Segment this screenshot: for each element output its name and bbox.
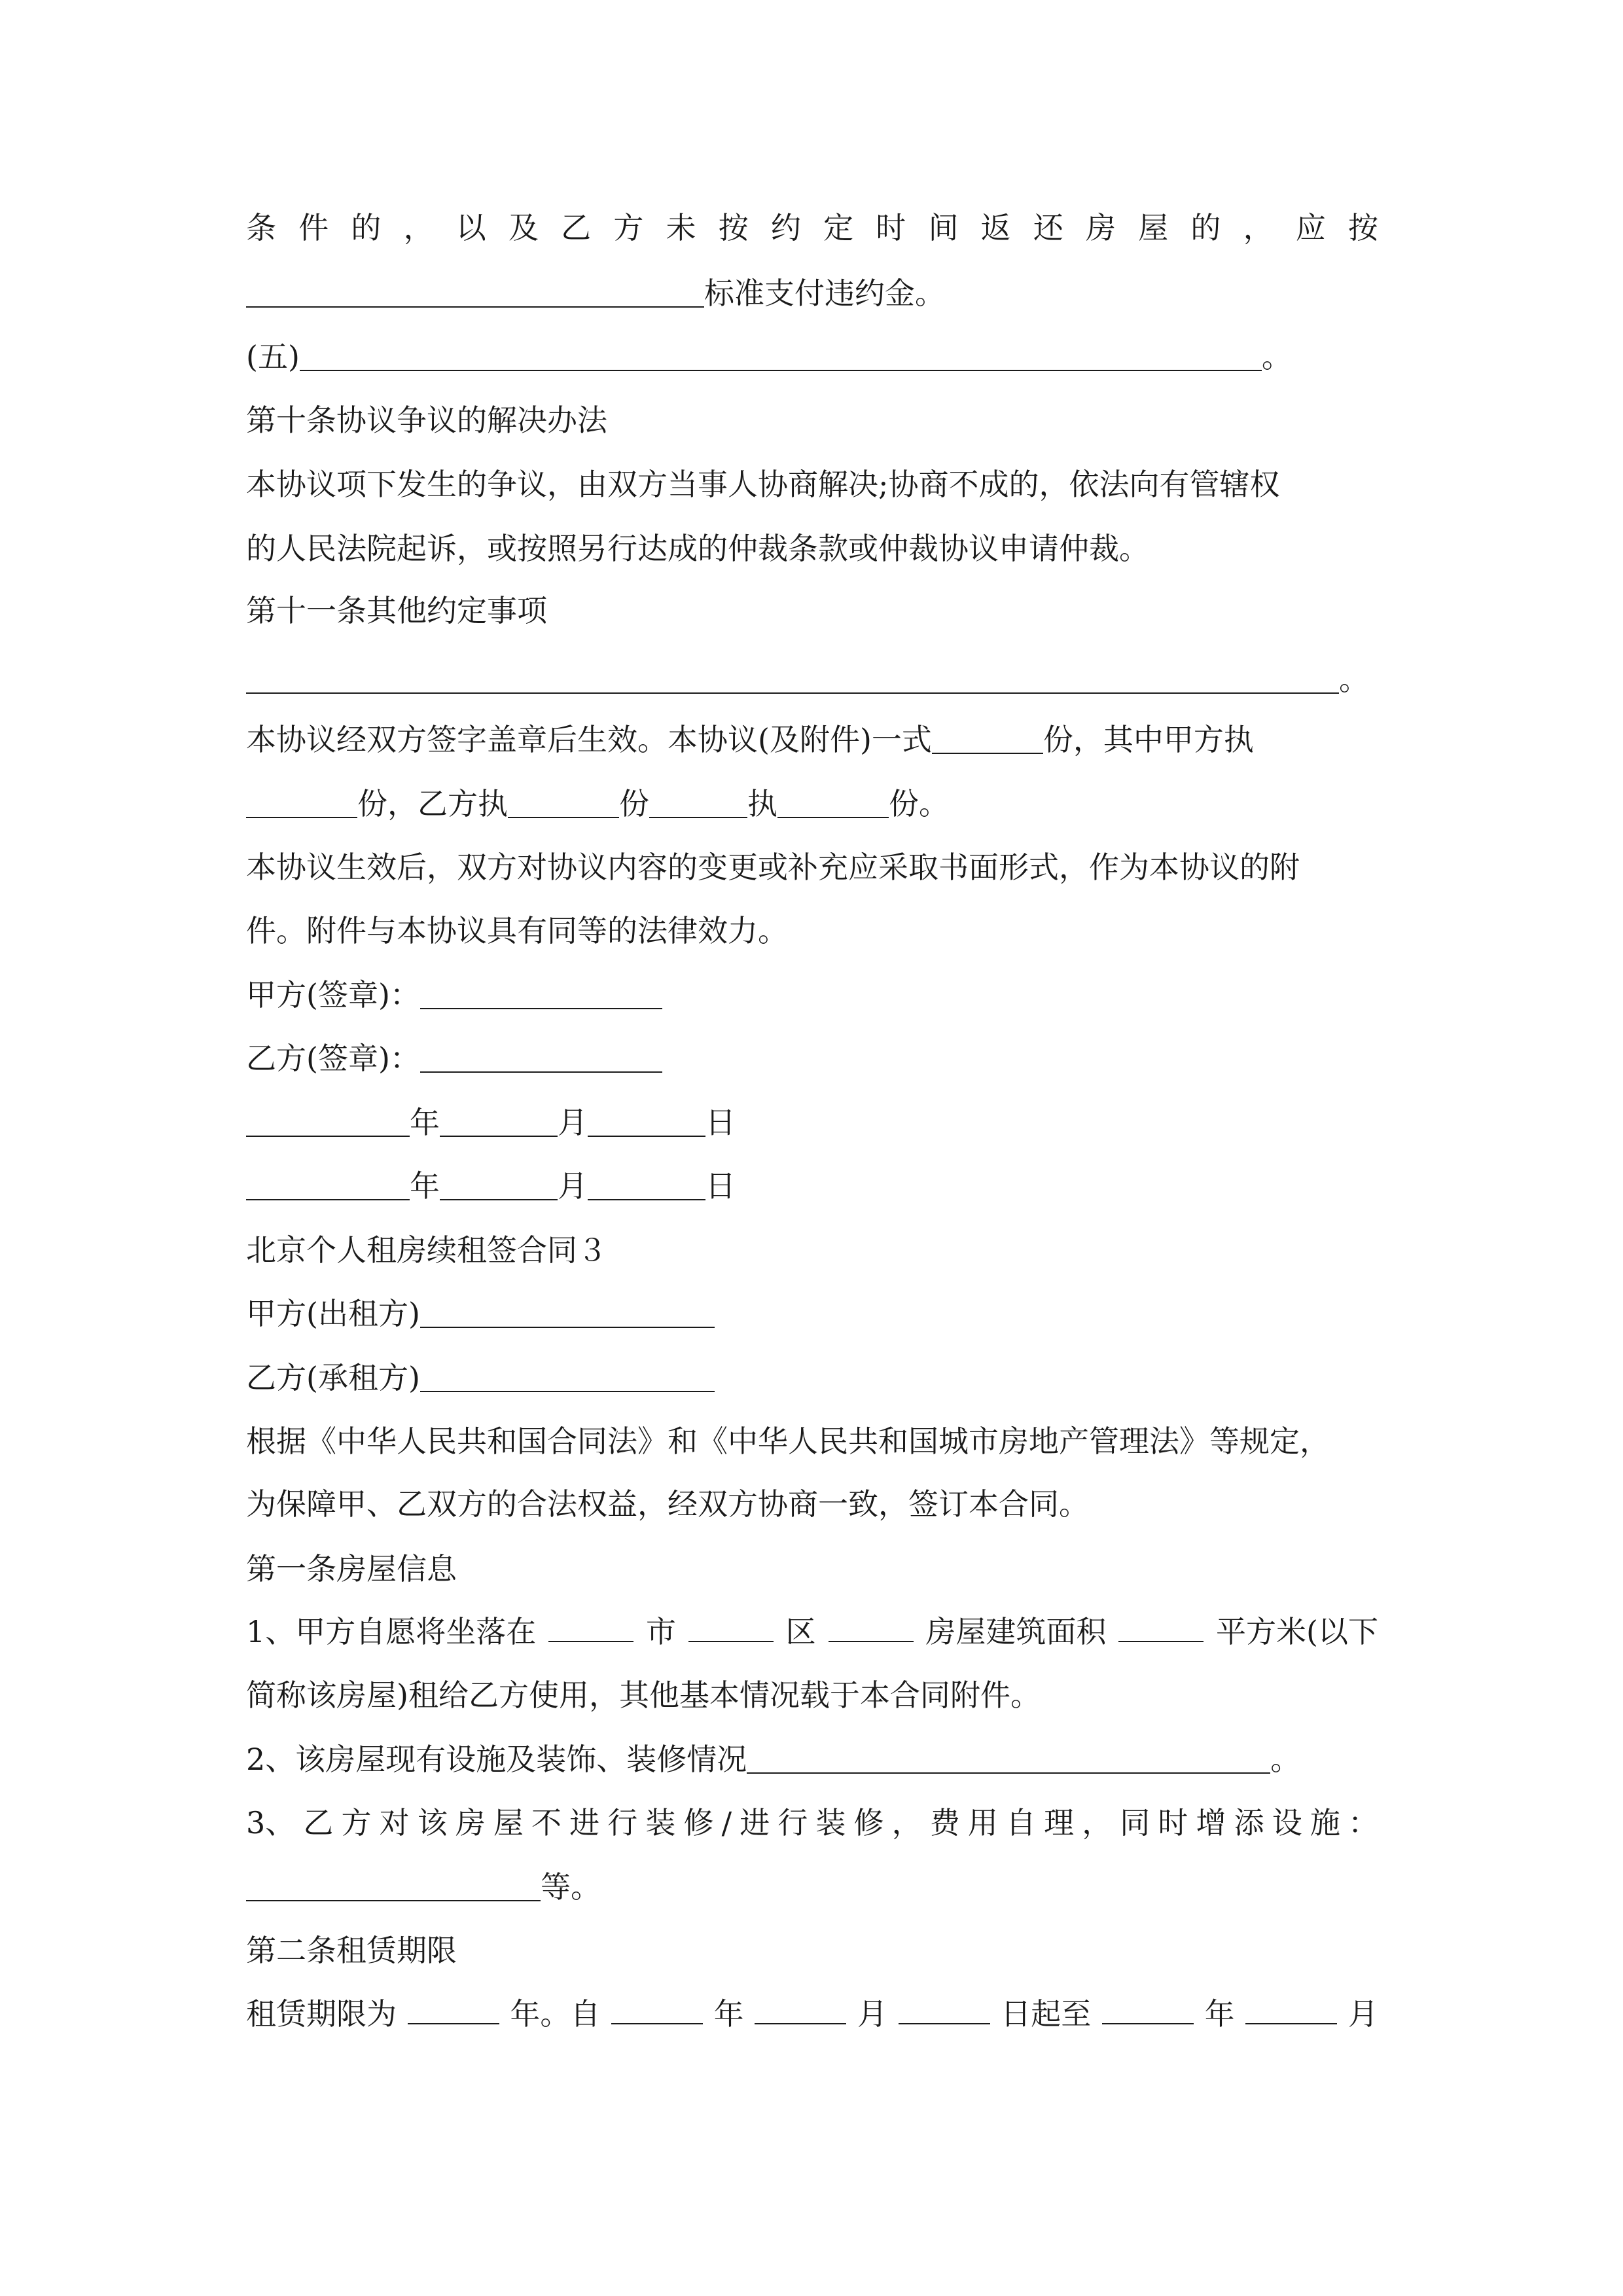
blank-field[interactable]: [932, 724, 1043, 754]
clause-char: 乙: [561, 210, 592, 245]
lessee-label: 乙方(承租方): [246, 1360, 420, 1395]
clause-char: 房: [1086, 210, 1116, 245]
clause-char: 还: [1033, 210, 1063, 245]
item-char: 费: [929, 1805, 960, 1840]
signature-field[interactable]: [420, 1043, 662, 1073]
day-field[interactable]: [588, 1107, 705, 1137]
item-char: ：: [1347, 1805, 1378, 1840]
item-char: 不: [531, 1805, 562, 1840]
article-1-title: 第一条房屋信息: [246, 1551, 457, 1587]
item-char: 添: [1234, 1805, 1264, 1840]
clause-char: 时: [876, 210, 906, 245]
month-field[interactable]: [440, 1170, 558, 1200]
lessor-field[interactable]: [420, 1298, 715, 1328]
date-line-1: [246, 1103, 736, 1142]
item-char: 行: [777, 1805, 808, 1840]
city-field[interactable]: [548, 1612, 633, 1642]
item-char: 修: [853, 1805, 884, 1840]
day-label: 日: [705, 1168, 736, 1204]
item-char: 修: [683, 1805, 714, 1840]
item-char: 进: [569, 1805, 600, 1840]
article-1-item-3: [246, 1803, 1378, 1842]
month-label: 月: [558, 1168, 588, 1204]
start-day-field[interactable]: [899, 1994, 990, 2024]
item-char: 同: [1120, 1805, 1150, 1840]
blank-field[interactable]: [300, 341, 1262, 371]
article-1-item-1-cont: 简称该房屋)租给乙方使用，其他基本情况载于本合同附件。: [246, 1677, 1041, 1713]
item-char: /: [721, 1805, 732, 1840]
clause-char: ，: [1243, 210, 1274, 245]
clause-char: 屋: [1138, 210, 1169, 245]
article-2-title: 第二条租赁期限: [246, 1933, 457, 1968]
article-11-blank-line: [246, 660, 1369, 699]
effectiveness-line-2: [246, 784, 949, 823]
item-text: 2、该房屋现有设施及装饰、装修情况: [246, 1742, 747, 1777]
clause-char: 的: [351, 210, 382, 245]
item-char: 3、: [246, 1805, 296, 1840]
clause-char: 定: [823, 210, 854, 245]
lessee-field[interactable]: [420, 1362, 715, 1392]
item-five: [246, 337, 1292, 376]
item-text: 区: [785, 1614, 816, 1649]
item-char: 用: [967, 1805, 998, 1840]
item-text: 等。: [541, 1869, 601, 1905]
clause-char: 返: [980, 210, 1011, 245]
clause-char: 方: [613, 210, 644, 245]
item-char: 该: [417, 1805, 448, 1840]
item-char: 装: [645, 1805, 676, 1840]
item-text: 日起至: [1001, 1996, 1092, 2032]
article-10-title: 第十条协议争议的解决办法: [246, 403, 607, 438]
area-field[interactable]: [1118, 1612, 1204, 1642]
effectiveness-text: 份: [619, 786, 649, 821]
blank-field[interactable]: [246, 788, 357, 818]
address-field[interactable]: [829, 1612, 914, 1642]
lessor-line: [246, 1294, 715, 1333]
item-text: 市: [645, 1614, 676, 1649]
item-text: 1、甲方自愿将坐落在: [246, 1614, 537, 1649]
contract-3-title: 北京个人租房续租签合同３: [246, 1232, 607, 1268]
end-month-field[interactable]: [1245, 1994, 1337, 2024]
clause-line-2: [246, 274, 945, 313]
clause-char: 的: [1190, 210, 1221, 245]
item-char: 施: [1310, 1805, 1340, 1840]
blank-field[interactable]: [649, 788, 747, 818]
article-10-paragraph-2: 的人民法院起诉，或按照另行达成的仲裁条款或仲裁协议申请仲裁。: [246, 531, 1149, 566]
item-char: 屋: [493, 1805, 524, 1840]
added-facilities-field[interactable]: [246, 1871, 541, 1901]
item-text: 年。自: [510, 1996, 601, 2032]
clause-char: 间: [928, 210, 959, 245]
start-year-field[interactable]: [611, 1994, 703, 2024]
blank-field[interactable]: [508, 788, 619, 818]
article-1-item-2: [246, 1740, 1300, 1779]
clause-char: 应: [1295, 210, 1326, 245]
clause-char: 未: [666, 210, 696, 245]
item-text: 租赁期限为: [246, 1996, 397, 2032]
basis-paragraph-2: 为保障甲、乙双方的合法权益，经双方协商一致，签订本合同。: [246, 1486, 1089, 1522]
clause-char: 约: [770, 210, 801, 245]
term-years-field[interactable]: [408, 1994, 499, 2024]
item-char: 设: [1272, 1805, 1302, 1840]
basis-paragraph-1: 根据《中华人民共和国合同法》和《中华人民共和国城市房地产管理法》等规定，: [246, 1424, 1330, 1459]
effectiveness-text: 份，乙方执: [357, 786, 508, 821]
month-label: 月: [558, 1105, 588, 1140]
date-line-2: [246, 1166, 736, 1206]
start-month-field[interactable]: [755, 1994, 846, 2024]
item-char: 进: [740, 1805, 770, 1840]
item-char: 行: [607, 1805, 638, 1840]
clause-line-1: [246, 208, 1378, 247]
item-char: 乙: [303, 1805, 334, 1840]
item-text: 年: [713, 1996, 744, 2032]
article-11-title: 第十一条其他约定事项: [246, 593, 547, 628]
party-b-label: 乙方(签章)：: [246, 1041, 420, 1076]
year-field[interactable]: [246, 1107, 410, 1137]
period: 。: [1270, 1742, 1301, 1777]
item-char: 自: [1005, 1805, 1036, 1840]
clause-char: 及: [508, 210, 539, 245]
effectiveness-text: 执: [747, 786, 777, 821]
clause-char: ，: [403, 210, 434, 245]
effectiveness-text: 本协议经双方签字盖章后生效。本协议(及附件)一式: [246, 722, 932, 757]
blank-field[interactable]: [246, 278, 704, 308]
item-char: ，: [1082, 1805, 1113, 1840]
period: 。: [1261, 339, 1292, 374]
day-field[interactable]: [588, 1170, 705, 1200]
item-text: 房屋建筑面积: [925, 1614, 1107, 1649]
item-five-label: (五): [246, 339, 300, 374]
year-label: 年: [410, 1168, 440, 1204]
item-char: 增: [1196, 1805, 1226, 1840]
clause-char: 按: [1347, 210, 1378, 245]
article-1-item-1: [246, 1612, 1378, 1651]
day-label: 日: [705, 1105, 736, 1140]
signature-field[interactable]: [420, 979, 662, 1009]
item-char: 时: [1158, 1805, 1188, 1840]
period: 。: [1339, 662, 1369, 697]
penalty-text: 标准支付违约金。: [704, 276, 945, 311]
item-char: 房: [455, 1805, 486, 1840]
amendment-paragraph-2: 件。附件与本协议具有同等的法律效力。: [246, 913, 788, 948]
lessee-line: [246, 1358, 715, 1397]
clause-char: 以: [455, 210, 486, 245]
item-text: 月: [857, 1996, 887, 2032]
item-char: 对: [379, 1805, 410, 1840]
item-char: 方: [341, 1805, 372, 1840]
party-a-label: 甲方(签章)：: [246, 977, 420, 1013]
item-text: 平方米(以下: [1216, 1614, 1378, 1649]
facilities-field[interactable]: [747, 1744, 1270, 1774]
article-1-item-3-cont: [246, 1867, 601, 1907]
blank-field[interactable]: [777, 788, 889, 818]
item-char: 理: [1044, 1805, 1075, 1840]
blank-field[interactable]: [246, 664, 1339, 694]
lease-term-line: [246, 1994, 1378, 2034]
item-text: 年: [1204, 1996, 1235, 2032]
effectiveness-text: 份，其中甲方执: [1043, 722, 1254, 757]
party-b-signature: [246, 1039, 662, 1078]
article-10-paragraph-1: 本协议项下发生的争议，由双方当事人协商解决;协商不成的，依法向有管辖权: [246, 467, 1280, 502]
item-char: 装: [815, 1805, 846, 1840]
clause-char: 条: [246, 210, 276, 245]
district-field[interactable]: [688, 1612, 774, 1642]
item-char: ，: [891, 1805, 922, 1840]
year-field[interactable]: [246, 1170, 410, 1200]
party-a-signature: [246, 975, 662, 1014]
end-year-field[interactable]: [1102, 1994, 1194, 2024]
effectiveness-line-1: [246, 720, 1254, 759]
item-text: 月: [1347, 1996, 1378, 2032]
year-label: 年: [410, 1105, 440, 1140]
effectiveness-text: 份。: [889, 786, 949, 821]
month-field[interactable]: [440, 1107, 558, 1137]
clause-char: 件: [298, 210, 329, 245]
clause-char: 按: [718, 210, 749, 245]
lessor-label: 甲方(出租方): [246, 1296, 420, 1331]
amendment-paragraph-1: 本协议生效后，双方对协议内容的变更或补充应采取书面形式，作为本协议的附: [246, 850, 1300, 885]
